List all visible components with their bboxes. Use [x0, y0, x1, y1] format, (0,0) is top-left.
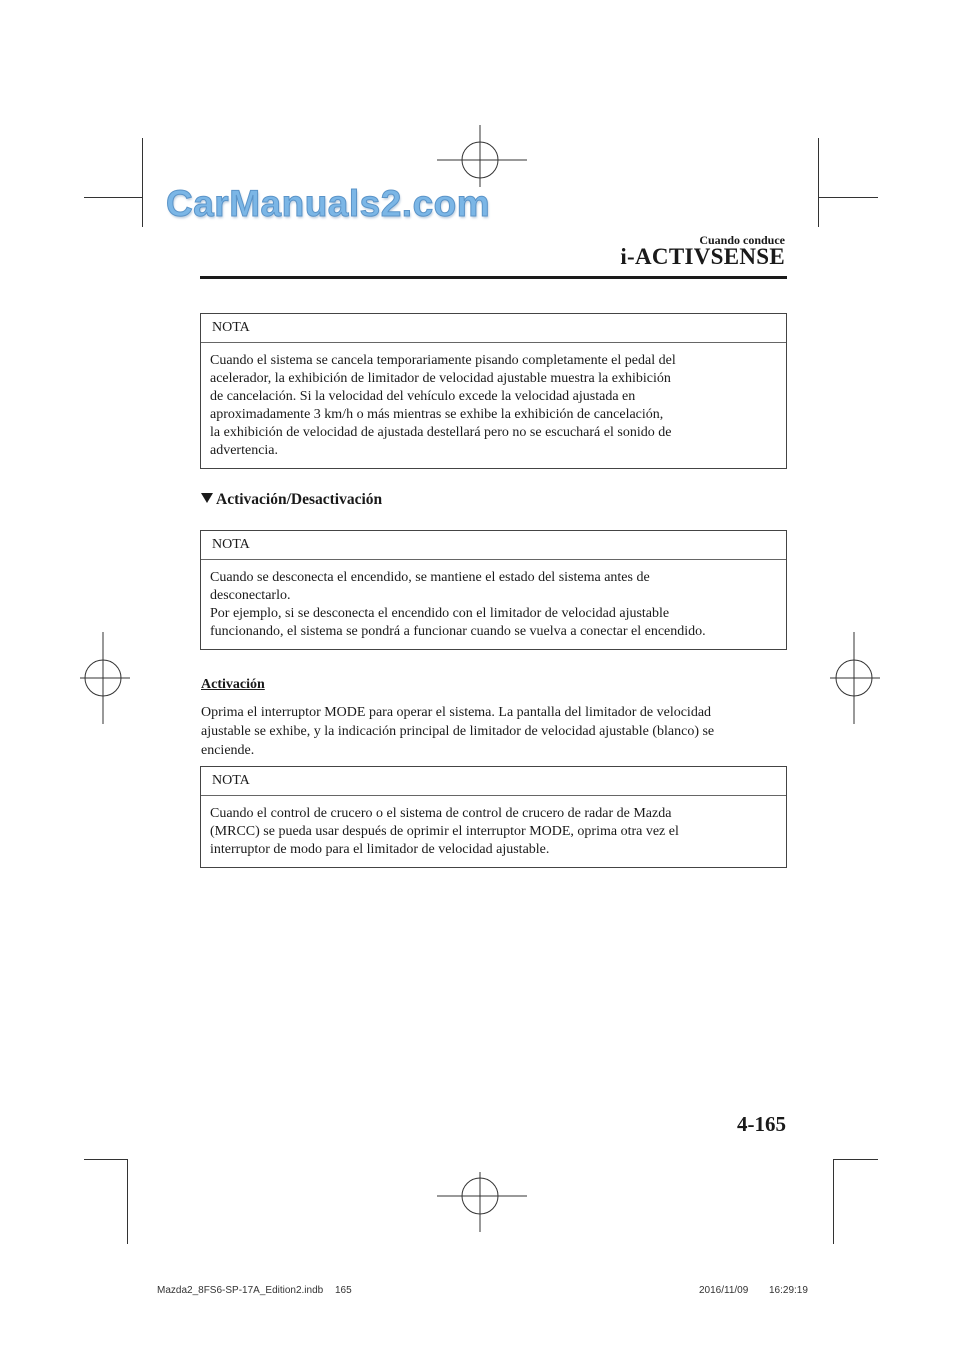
crop-mark [84, 197, 142, 198]
footer-file: Mazda2_8FS6-SP-17A_Edition2.indb [157, 1285, 324, 1296]
registration-mark-right [830, 632, 880, 724]
crop-mark [818, 197, 878, 198]
footer-date: 2016/11/09 [699, 1285, 749, 1296]
note-box [200, 766, 787, 868]
note-label: NOTA [201, 531, 786, 560]
footer-time: 16:29:19 [769, 1285, 808, 1296]
note-label: NOTA [201, 314, 786, 343]
watermark-logo: CarManuals2.com [166, 183, 491, 224]
crop-mark [833, 1159, 878, 1160]
crop-mark [818, 138, 819, 227]
note-box [200, 530, 787, 650]
crop-mark [127, 1159, 128, 1244]
chapter-title: Cuando conduce [699, 233, 785, 247]
registration-mark-bottom [437, 1172, 527, 1232]
crop-mark [84, 1159, 127, 1160]
registration-mark-top [437, 125, 527, 187]
crop-mark [833, 1159, 834, 1244]
triangle-down-icon [201, 493, 213, 503]
page-number: 4-165 [737, 1112, 786, 1136]
footer-page: 165 [335, 1285, 352, 1296]
note-text: Cuando el sistema se cancela temporariamente pisando completamente el pedal del acelerador, la exhibición de limitador de velocidad ajustable muestra la exhibición de cancelación. Si la velocidad del vehículo excede la velocidad ajustada en aproximadamente 3 km/h o más mientras se exhibe la exhibición de cancelación, la exhibición de velocidad de ajustada destellará pero no se escuchará el sonido de advertencia. [210, 353, 676, 458]
section-header: i-ACTIVSENSE [620, 244, 785, 269]
note-label: NOTA [201, 767, 786, 796]
note-box [200, 313, 787, 469]
registration-mark-left [80, 632, 130, 724]
note-text: Cuando el control de crucero o el sistema de control de crucero de radar de Mazda (MRCC) se pueda usar después de oprimir el interruptor MODE, oprima otra vez el interruptor de modo para el limitador de velocidad ajustable. [210, 806, 679, 857]
crop-mark [142, 138, 143, 227]
subsection-title: Activación [201, 677, 265, 692]
header-rule [200, 276, 787, 279]
body-paragraph: Oprima el interruptor MODE para operar el sistema. La pantalla del limitador de velocidad ajustable se exhibe, y la indicación principal de limitador de velocidad ajustable (blanco) se enciende. [201, 705, 715, 758]
note-text: Cuando se desconecta el encendido, se mantiene el estado del sistema antes de desconectarlo. Por ejemplo, si se desconecta el encendido con el limitador de velocidad ajustable funcionando, el sistema se pondrá a funcionar cuando se vuelva a conectar el encendido. [210, 570, 706, 639]
section-title: Activación/Desactivación [201, 491, 382, 509]
